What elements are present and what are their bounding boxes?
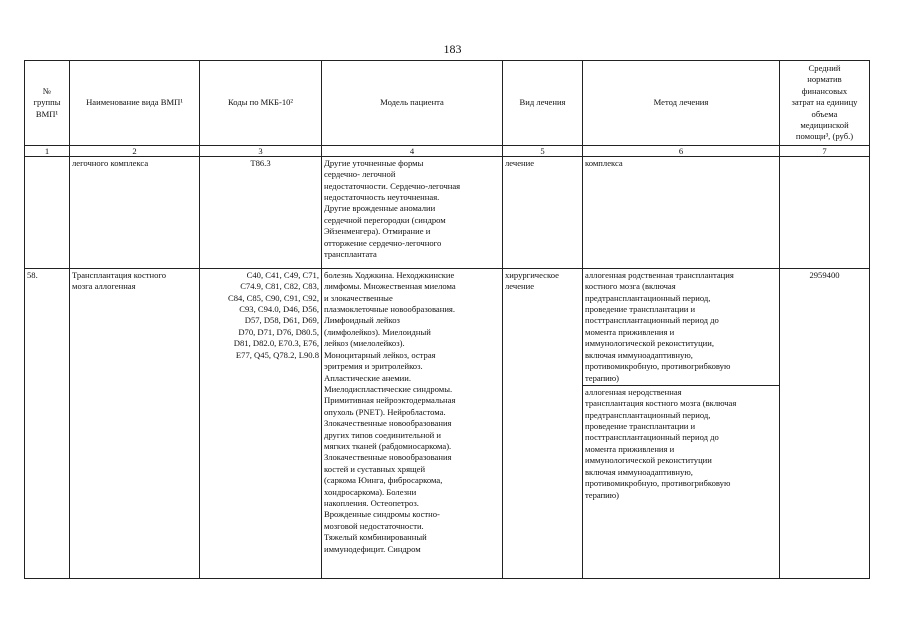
method-related-transplant: аллогенная родственная трансплантация костного мозга (включая предтрансплантационный период, проведение трансплантации и посттрансплантационный период до момента приживления и иммунологической реконституции, включая иммуноадаптивную, противомикробную, противогрибковую терапию): [583, 269, 779, 386]
column-number-row: [25, 145, 870, 156]
header-treatment-method: Метод лечения: [583, 61, 780, 146]
header-vmp-name: Наименование вида ВМП¹: [70, 61, 200, 146]
column-number: 3: [200, 145, 322, 156]
column-number: 1: [25, 145, 70, 156]
method-unrelated-transplant: аллогенная неродственная трансплантация костного мозга (включая предтрансплантационный период, проведение трансплантации и посттрансплантационный период до момента приживления и иммунологической реконституции включая иммуноадаптивную, противомикробную, противогрибковую терапию): [585, 386, 737, 500]
average-cost-cell: [780, 156, 870, 268]
column-number: 6: [583, 145, 780, 156]
header-row: [25, 61, 870, 146]
header-average-cost: Средний норматив финансовых затрат на единицу объема медицинской помощи³, (руб.): [780, 61, 870, 146]
table-row: [25, 268, 870, 578]
patient-model-cell: болезнь Ходжкина. Неходжкинские лимфомы. Множественная миелома и злокачественные плазмоклеточные новообразования. Лимфоидный лейкоз (лимфолейкоз). Миелоидный лейкоз (миелолейкоз). Моноцитарный лейкоз, острая эритремия и эритролейкоз. Апластические анемии. Миелодиспластические синдромы. Примитивная нейроэктодермальная опухоль (PNET). Нейробластома. Злокачественные новообразования других типов соединительной и мягких тканей (рабдомиосаркома). Злокачественные новообразования костей и суставных хрящей (саркома Юинга, фибросаркома, хондросаркома). Болезни накопления. Остеопетроз. Врожденные синдромы костно- мозговой недостаточности. Тяжелый комбинированный иммунодефицит. Синдром: [322, 268, 503, 578]
header-group-number: № группы ВМП¹: [25, 61, 70, 146]
vmp-table: [24, 60, 870, 579]
treatment-type-cell: лечение: [503, 156, 583, 268]
average-cost-cell: 2959400: [780, 268, 870, 578]
column-number: 7: [780, 145, 870, 156]
page-number: 183: [443, 42, 462, 56]
icd-codes-cell: C40, C41, C49, C71, C74.9, C81, C82, C83, C84, C85, C90, C91, C92, C93, C94.0, D46, D56, D57, D58, D61, D69, D70, D71, D76, D80.5, D81, D82.0, E70.3, E76, E77, Q45, Q78.2, L90.8: [200, 268, 322, 578]
table-row: [25, 156, 870, 268]
group-number-cell: 58.: [25, 268, 70, 578]
vmp-name-cell: легочного комплекса: [70, 156, 200, 268]
group-number-cell: [25, 156, 70, 268]
header-icd-codes: Коды по МКБ-10²: [200, 61, 322, 146]
treatment-method-cell: комплекса: [583, 156, 780, 268]
header-patient-model: Модель пациента: [322, 61, 503, 146]
patient-model-cell: Другие уточненные формы сердечно- легочной недостаточности. Сердечно-легочная недостаточность неуточненная. Другие врожденные аномалии сердечной перегородки (синдром Эйзенменгера). Отмирание и отторжение сердечно-легочного трансплантата: [322, 156, 503, 268]
icd-codes-cell: T86.3: [200, 156, 322, 268]
treatment-method-cell: [583, 268, 780, 578]
header-treatment-type: Вид лечения: [503, 61, 583, 146]
column-number: 2: [70, 145, 200, 156]
column-number: 5: [503, 145, 583, 156]
column-number: 4: [322, 145, 503, 156]
treatment-type-cell: хирургическое лечение: [503, 268, 583, 578]
vmp-name-cell: Трансплантация костного мозга аллогенная: [70, 268, 200, 578]
